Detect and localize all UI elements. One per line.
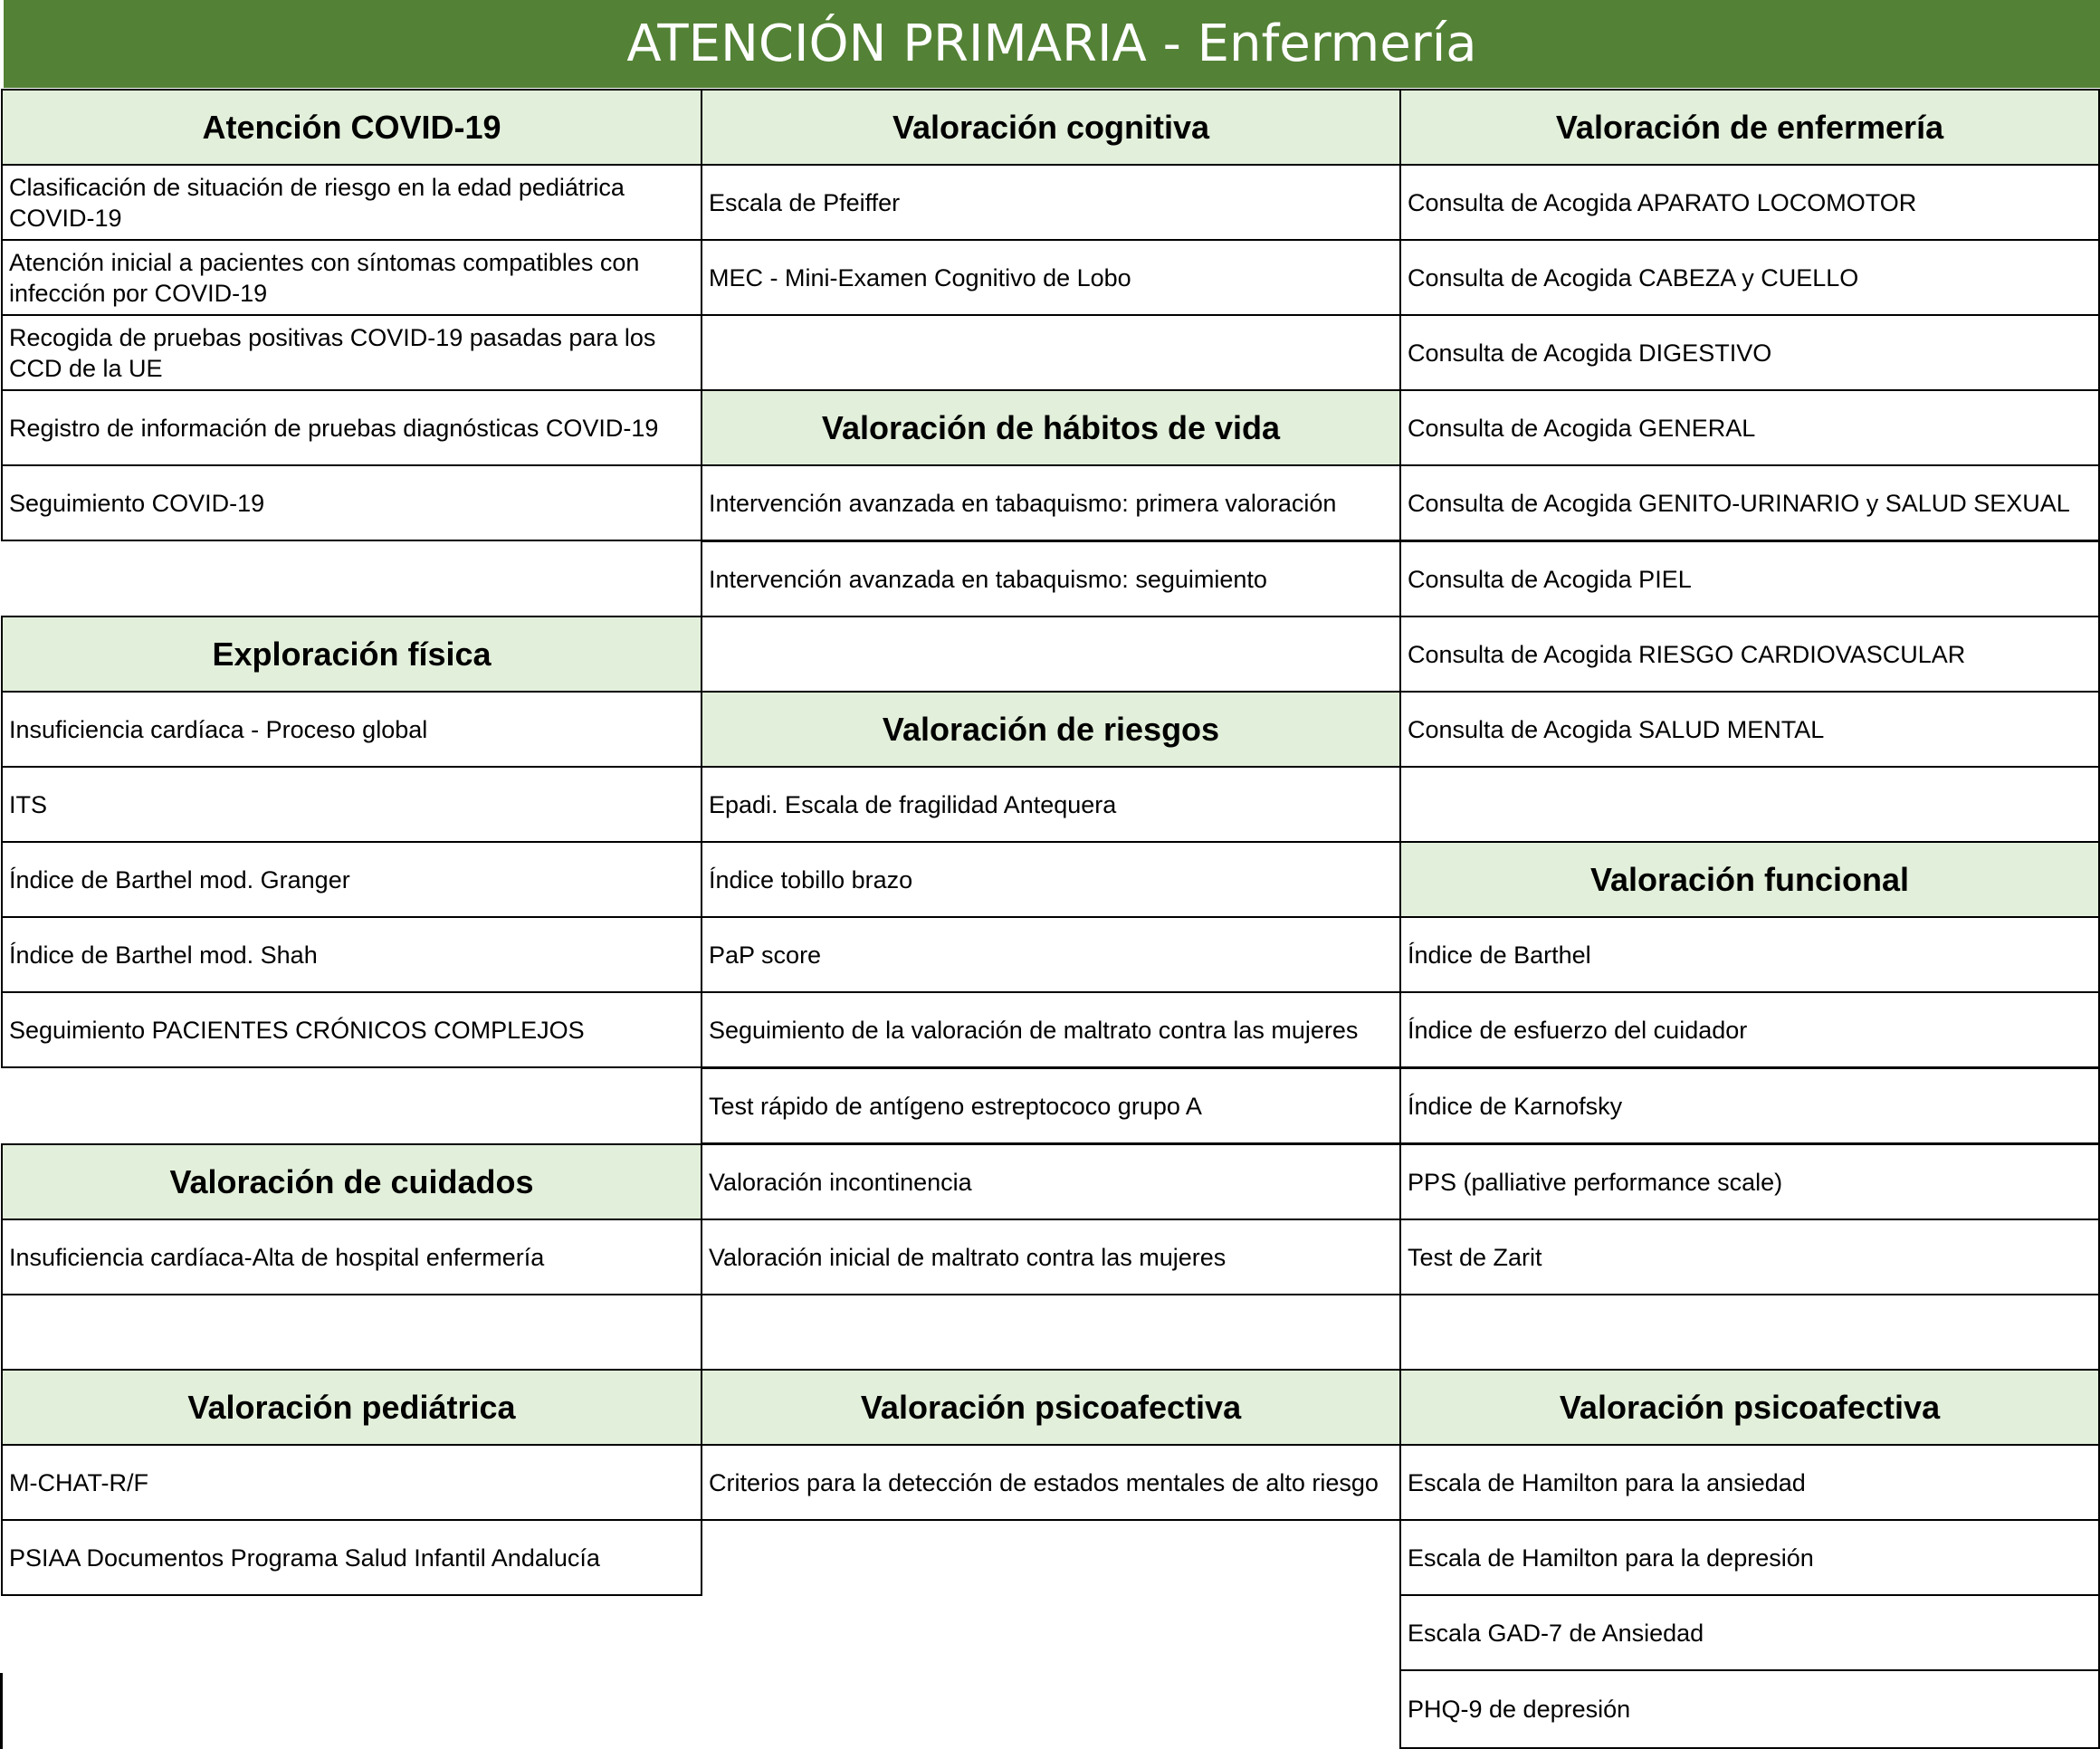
page-title: ATENCIÓN PRIMARIA - Enfermería: [4, 0, 2100, 88]
list-item[interactable]: Consulta de Acogida SALUD MENTAL: [1399, 691, 2100, 768]
list-item[interactable]: Seguimiento COVID-19: [1, 464, 702, 541]
list-item[interactable]: Consulta de Acogida GENERAL: [1399, 389, 2100, 466]
list-item[interactable]: Índice de Barthel mod. Granger: [1, 841, 702, 918]
list-item[interactable]: Intervención avanzada en tabaquismo: seguimiento: [701, 540, 1401, 617]
list-item[interactable]: Consulta de Acogida APARATO LOCOMOTOR: [1399, 164, 2100, 241]
list-item[interactable]: MEC - Mini-Examen Cognitivo de Lobo: [701, 239, 1401, 316]
list-item[interactable]: Consulta de Acogida CABEZA y CUELLO: [1399, 239, 2100, 316]
list-item[interactable]: Índice de esfuerzo del cuidador: [1399, 991, 2100, 1068]
list-item: [701, 616, 1401, 693]
list-item[interactable]: Atención inicial a pacientes con síntomas compatibles con infección por COVID-19: [1, 239, 702, 316]
list-item[interactable]: Seguimiento de la valoración de maltrato contra las mujeres: [701, 991, 1401, 1068]
group-header: Valoración de hábitos de vida: [701, 389, 1401, 466]
list-item[interactable]: PSIAA Documentos Programa Salud Infantil Andalucía: [1, 1519, 702, 1596]
group-header: Valoración cognitiva: [701, 89, 1401, 166]
list-item: [701, 1294, 1401, 1371]
group-header: Valoración funcional: [1399, 841, 2100, 918]
group-header: Exploración física: [1, 616, 702, 693]
list-item[interactable]: Consulta de Acogida DIGESTIVO: [1399, 314, 2100, 391]
list-item[interactable]: Escala de Pfeiffer: [701, 164, 1401, 241]
list-item[interactable]: Índice tobillo brazo: [701, 841, 1401, 918]
group-header: Valoración de enfermería: [1399, 89, 2100, 166]
list-item: [1399, 1294, 2100, 1371]
list-item[interactable]: PPS (palliative performance scale): [1399, 1143, 2100, 1220]
list-item[interactable]: Consulta de Acogida PIEL: [1399, 540, 2100, 617]
list-item[interactable]: Registro de información de pruebas diagnósticas COVID-19: [1, 389, 702, 466]
list-item[interactable]: Valoración inicial de maltrato contra las mujeres: [701, 1219, 1401, 1295]
list-item[interactable]: PaP score: [701, 916, 1401, 993]
list-item[interactable]: PHQ-9 de depresión: [1399, 1669, 2100, 1749]
group-header: Atención COVID-19: [1, 89, 702, 166]
list-item: [1399, 766, 2100, 843]
list-item[interactable]: Insuficiencia cardíaca-Alta de hospital enfermería: [1, 1219, 702, 1295]
list-item[interactable]: M-CHAT-R/F: [1, 1444, 702, 1521]
list-item[interactable]: Test de Zarit: [1399, 1219, 2100, 1295]
list-item[interactable]: Consulta de Acogida RIESGO CARDIOVASCULAR: [1399, 616, 2100, 693]
list-item[interactable]: Escala de Hamilton para la ansiedad: [1399, 1444, 2100, 1521]
list-item[interactable]: Test rápido de antígeno estreptococo grupo A: [701, 1067, 1401, 1144]
group-header: Valoración pediátrica: [1, 1369, 702, 1446]
list-item[interactable]: Índice de Barthel: [1399, 916, 2100, 993]
list-item[interactable]: Índice de Karnofsky: [1399, 1067, 2100, 1144]
list-item[interactable]: Consulta de Acogida GENITO-URINARIO y SALUD SEXUAL: [1399, 464, 2100, 541]
list-item[interactable]: ITS: [1, 766, 702, 843]
list-item[interactable]: Escala GAD-7 de Ansiedad: [1399, 1594, 2100, 1671]
list-item[interactable]: Índice de Barthel mod. Shah: [1, 916, 702, 993]
list-item: [701, 314, 1401, 391]
group-header: Valoración de cuidados: [1, 1143, 702, 1220]
group-header: Valoración de riesgos: [701, 691, 1401, 768]
list-item[interactable]: Intervención avanzada en tabaquismo: primera valoración: [701, 464, 1401, 541]
list-item[interactable]: Seguimiento PACIENTES CRÓNICOS COMPLEJOS: [1, 991, 702, 1068]
list-item[interactable]: Escala de Hamilton para la depresión: [1399, 1519, 2100, 1596]
group-header: Valoración psicoafectiva: [701, 1369, 1401, 1446]
list-item[interactable]: Criterios para la detección de estados mentales de alto riesgo: [701, 1444, 1401, 1521]
list-item[interactable]: Clasificación de situación de riesgo en la edad pediátrica COVID-19: [1, 164, 702, 241]
list-item[interactable]: Epadi. Escala de fragilidad Antequera: [701, 766, 1401, 843]
list-item: [1, 1294, 702, 1371]
list-item[interactable]: Valoración incontinencia: [701, 1143, 1401, 1220]
list-item[interactable]: Insuficiencia cardíaca - Proceso global: [1, 691, 702, 768]
group-header: Valoración psicoafectiva: [1399, 1369, 2100, 1446]
border-fragment: [0, 1673, 3, 1749]
list-item[interactable]: Recogida de pruebas positivas COVID-19 pasadas para los CCD de la UE: [1, 314, 702, 391]
